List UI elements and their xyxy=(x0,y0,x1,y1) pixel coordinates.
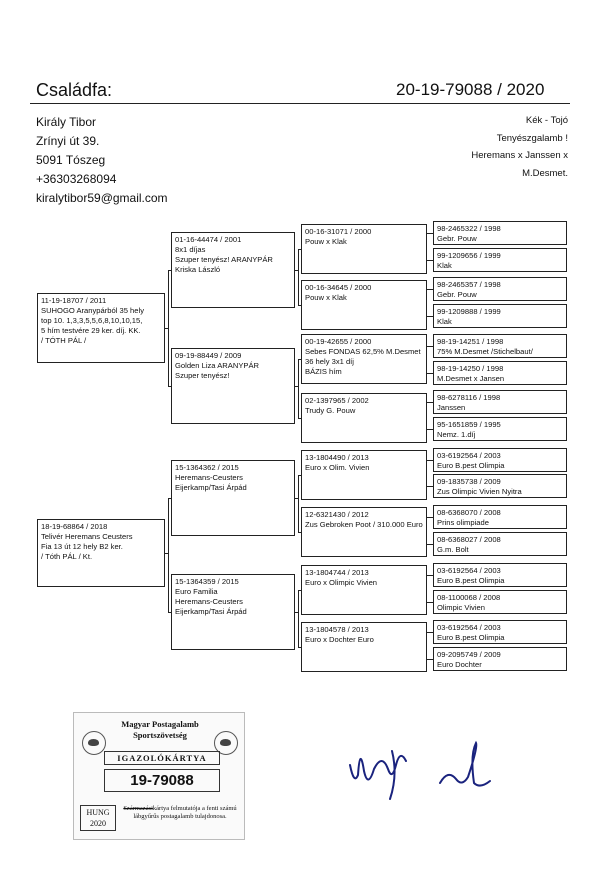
card-type: IGAZOLÓKÁRTYA xyxy=(104,751,220,765)
ancestor-g4 xyxy=(433,304,567,328)
pedigree-line: Euro x Dochter Euro xyxy=(305,635,374,644)
ancestor-g2 xyxy=(171,348,295,424)
connector-line xyxy=(427,373,433,374)
connector-line xyxy=(298,249,299,305)
owner-name: Király Tibor xyxy=(36,115,97,129)
card-note-strike: Származási xyxy=(123,805,153,812)
connector-line xyxy=(427,233,433,234)
ancestor-g4 xyxy=(433,590,567,614)
page-title: Családfa: xyxy=(36,80,113,100)
connector-line xyxy=(298,359,301,360)
card-country: HUNG xyxy=(86,808,110,817)
connector-line xyxy=(168,498,169,612)
connector-line xyxy=(427,632,433,633)
ring-number: 20-19-79088 / 2020 xyxy=(396,80,545,99)
connector-line xyxy=(427,486,433,487)
card-year: 2020 xyxy=(90,819,106,828)
pedigree-line: 75% M.Desmet /Stichelbaut/ xyxy=(437,347,533,356)
bird-color: Kék - Tojó xyxy=(525,115,568,126)
owner-city: 5091 Tószeg xyxy=(36,153,106,167)
ancestor-g4 xyxy=(433,221,567,245)
pedigree-line: Euro Dochter xyxy=(437,660,482,669)
card-org xyxy=(110,719,210,741)
pedigree-line: Euro B.pest Olimpia xyxy=(437,576,505,585)
pedigree-line: 8x1 díjas xyxy=(175,245,206,254)
pedigree-line: 99-1209656 / 1999 xyxy=(437,251,501,260)
ancestor-g3 xyxy=(301,565,427,615)
connector-line xyxy=(295,386,298,387)
pedigree-line: Eijerkamp/Tasi Árpád xyxy=(175,483,247,492)
ancestor-g3 xyxy=(301,393,427,443)
pedigree-line: Sebes FONDAS 62,5% M.Desmet xyxy=(305,347,421,356)
pedigree-line: Euro B.pest Olimpia xyxy=(437,461,505,470)
pedigree-line: Euro x Olim. Vivien xyxy=(305,463,370,472)
pedigree-line: 18-19-68864 / 2018 xyxy=(41,522,108,531)
pedigree-line: G.m. Bolt xyxy=(437,545,469,554)
connector-line xyxy=(298,305,301,306)
connector-line xyxy=(298,475,299,532)
bird-desc: Tenyészgalamb ! xyxy=(496,132,568,144)
card-note-rest: kártya felmutatója a fenti számú lábgyűrűs postagalamb tulajdonosa. xyxy=(133,805,237,820)
connector-line xyxy=(427,575,433,576)
connector-line xyxy=(427,460,433,461)
connector-line xyxy=(427,346,433,347)
pedigree-line: 08-1100068 / 2008 xyxy=(437,593,501,602)
pedigree-line: 02-1397965 / 2002 xyxy=(305,396,369,405)
pedigree-line: Euro Familia xyxy=(175,587,218,596)
connector-line xyxy=(427,659,433,660)
pedigree-line: 11-19-18707 / 2011 xyxy=(41,296,107,305)
connector-line xyxy=(165,328,168,329)
owner-contact xyxy=(36,113,168,208)
pedigree-line: Heremans-Ceusters xyxy=(175,473,243,482)
bird-strain: Heremans x Janssen x xyxy=(471,150,568,161)
pedigree-line: 09-19-88449 / 2009 xyxy=(175,351,242,360)
connector-line xyxy=(298,475,301,476)
pedigree-line: Heremans-Ceusters xyxy=(175,597,243,606)
owner-phone: +36303268094 xyxy=(36,172,117,186)
card-org-line2: Sportszövetség xyxy=(133,730,187,740)
connector-line xyxy=(427,544,433,545)
pedigree-line: / TÓTH PÁL / xyxy=(41,336,87,345)
pedigree-line: Prins olimpiade xyxy=(437,518,489,527)
connector-line xyxy=(427,316,433,317)
connector-line xyxy=(295,498,298,499)
pedigree-line: 13-1804490 / 2013 xyxy=(305,453,369,462)
pedigree-line: Zus Olimpic Vivien Nyitra xyxy=(437,487,522,496)
pedigree-line: 03-6192564 / 2003 xyxy=(437,566,501,575)
pedigree-line: 98-2465357 / 1998 xyxy=(437,280,501,289)
connector-line xyxy=(427,517,433,518)
pedigree-line: 03-6192564 / 2003 xyxy=(437,623,501,632)
ancestor-g2 xyxy=(171,574,295,650)
connector-line xyxy=(168,498,171,499)
pedigree-line: 08-6368027 / 2008 xyxy=(437,535,501,544)
pedigree-line: 99-1209888 / 1999 xyxy=(437,307,501,316)
connector-line xyxy=(295,612,298,613)
pedigree-line: Pouw x Klak xyxy=(305,293,347,302)
pedigree-line: 00-16-34645 / 2000 xyxy=(305,283,372,292)
pedigree-line: 5 hím testvére 29 ker. díj. KK. xyxy=(41,326,141,335)
pedigree-line: 98-19-14251 / 1998 xyxy=(437,337,504,346)
connector-line xyxy=(298,249,301,250)
pedigree-line: 98-19-14250 / 1998 xyxy=(437,364,504,373)
card-country-year xyxy=(80,805,116,831)
pedigree-line: 15-1364359 / 2015 xyxy=(175,577,239,586)
bird-strain2: M.Desmet. xyxy=(522,167,568,179)
connector-line xyxy=(165,553,168,554)
bird-info xyxy=(471,112,568,182)
connector-line xyxy=(168,270,171,271)
pedigree-line: 03-6192564 / 2003 xyxy=(437,451,501,460)
header-divider xyxy=(30,103,570,104)
pedigree-line: 13-1804744 / 2013 xyxy=(305,568,369,577)
pedigree-line: Olimpic Vivien xyxy=(437,603,485,612)
pedigree-line: Janssen xyxy=(437,403,466,412)
ancestor-g3 xyxy=(301,280,427,330)
ancestor-g3 xyxy=(301,450,427,500)
pedigree-line: Euro B.pest Olimpia xyxy=(437,633,505,642)
ancestor-g4 xyxy=(433,474,567,498)
pedigree-line: 98-2465322 / 1998 xyxy=(437,224,501,233)
connector-line xyxy=(298,647,301,648)
ancestor-g4 xyxy=(433,620,567,644)
pedigree-line: top 10. 1,3,3,5,5,6,8,10,10,15, xyxy=(41,316,143,325)
pedigree-line: Klak xyxy=(437,261,452,270)
signature-icon xyxy=(330,725,530,805)
pedigree-line: 98-6278116 / 1998 xyxy=(437,393,501,402)
pedigree-line: Szuper tenyész! xyxy=(175,371,230,380)
ancestor-g4 xyxy=(433,647,567,671)
dam-box xyxy=(37,519,165,587)
ancestor-g4 xyxy=(433,248,567,272)
pedigree-line: 00-16-31071 / 2000 xyxy=(305,227,372,236)
pedigree-line: 09-2095749 / 2009 xyxy=(437,650,501,659)
pedigree-line: Kriska László xyxy=(175,265,221,274)
pedigree-line: 13-1804578 / 2013 xyxy=(305,625,369,634)
connector-line xyxy=(427,402,433,403)
connector-line xyxy=(298,359,299,418)
ancestor-g4 xyxy=(433,361,567,385)
connector-line xyxy=(168,270,169,386)
id-card xyxy=(73,712,245,840)
connector-line xyxy=(168,386,171,387)
pedigree-line: Klak xyxy=(437,317,452,326)
card-number: 19-79088 xyxy=(104,769,220,792)
pedigree-line: Zus Gebroken Poot / 310.000 Euro xyxy=(305,520,423,529)
pedigree-line: Gebr. Pouw xyxy=(437,234,477,243)
pedigree-line: Pouw x Klak xyxy=(305,237,347,246)
pedigree-line: 36 hely 3x1 díj xyxy=(305,357,354,366)
connector-line xyxy=(298,418,301,419)
sire-box xyxy=(37,293,165,363)
pedigree-line: 15-1364362 / 2015 xyxy=(175,463,239,472)
connector-line xyxy=(168,612,171,613)
pedigree-line: BÁZIS hím xyxy=(305,367,342,376)
ancestor-g4 xyxy=(433,390,567,414)
pedigree-line: Fia 13 út 12 hely B2 ker. xyxy=(41,542,123,551)
ancestor-g4 xyxy=(433,277,567,301)
connector-line xyxy=(295,270,298,271)
ancestor-g2 xyxy=(171,232,295,308)
ancestor-g3 xyxy=(301,334,427,384)
card-note xyxy=(120,805,240,821)
pedigree-line: 95-1651859 / 1995 xyxy=(437,420,501,429)
pedigree-line: 09-1835738 / 2009 xyxy=(437,477,501,486)
ancestor-g4 xyxy=(433,334,567,358)
pedigree-line: Trudy G. Pouw xyxy=(305,406,356,415)
connector-line xyxy=(298,532,301,533)
ancestor-g3 xyxy=(301,622,427,672)
pigeon-emblem-icon xyxy=(82,731,106,755)
pedigree-line: 12-6321430 / 2012 xyxy=(305,510,369,519)
pedigree-line: Gebr. Pouw xyxy=(437,290,477,299)
pedigree-line: M.Desmet x Jansen xyxy=(437,374,505,383)
connector-line xyxy=(298,590,299,647)
connector-line xyxy=(298,590,301,591)
card-org-line1: Magyar Postagalamb xyxy=(121,719,199,729)
pedigree-line: Golden Liza ARANYPÁR xyxy=(175,361,259,370)
owner-email: kiralytibor59@gmail.com xyxy=(36,191,168,205)
pedigree-line: / Tóth PÁL / Kt. xyxy=(41,552,93,561)
ancestor-g2 xyxy=(171,460,295,536)
connector-line xyxy=(427,602,433,603)
pedigree-line: Nemz. 1.díj xyxy=(437,430,476,439)
ancestor-g4 xyxy=(433,448,567,472)
pedigree-line: SUHOGO Aranypárból 35 hely xyxy=(41,306,144,315)
connector-line xyxy=(427,289,433,290)
pedigree-line: 01-16-44474 / 2001 xyxy=(175,235,242,244)
pedigree-line: 08-6368070 / 2008 xyxy=(437,508,501,517)
ancestor-g3 xyxy=(301,507,427,557)
owner-street: Zrínyi út 39. xyxy=(36,134,100,148)
pedigree-line: 00-19-42655 / 2000 xyxy=(305,337,372,346)
ancestor-g4 xyxy=(433,505,567,529)
ancestor-g3 xyxy=(301,224,427,274)
ancestor-g4 xyxy=(433,532,567,556)
ancestor-g4 xyxy=(433,417,567,441)
pedigree-line: Telivér Heremans Ceusters xyxy=(41,532,133,541)
pedigree-line: Euro x Olimpic Vivien xyxy=(305,578,378,587)
ancestor-g4 xyxy=(433,563,567,587)
pedigree-line: Szuper tenyész! ARANYPÁR xyxy=(175,255,273,264)
pedigree-line: Eijerkamp/Tasi Árpád xyxy=(175,607,247,616)
connector-line xyxy=(427,260,433,261)
connector-line xyxy=(427,429,433,430)
